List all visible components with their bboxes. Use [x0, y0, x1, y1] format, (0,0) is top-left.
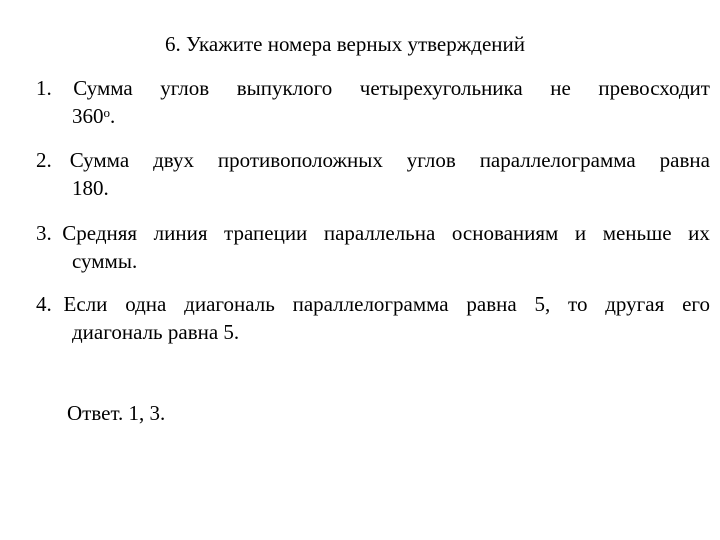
statement-word: другая	[605, 292, 665, 316]
statement-word: одна	[125, 292, 167, 316]
statement-word: меньше	[602, 221, 672, 245]
statement-word: превосходит	[598, 76, 710, 100]
statement-2	[36, 146, 710, 202]
statement-word: двух	[153, 148, 194, 172]
statement-word: углов	[160, 76, 210, 100]
statement-word: параллелограмма	[292, 292, 449, 316]
statement-word: 5,	[534, 292, 551, 316]
statement-1-line2	[36, 102, 710, 130]
statement-word: Средняя	[62, 221, 138, 245]
statement-continuation-tail: .	[110, 104, 116, 128]
statement-word: то	[568, 292, 588, 316]
statement-word: параллельна	[323, 221, 436, 245]
statement-2-line2: 180.	[72, 176, 109, 200]
statement-word: не	[550, 76, 571, 100]
statement-word: их	[688, 221, 710, 245]
degree-sign: o	[103, 105, 110, 120]
statement-word: его	[682, 292, 710, 316]
answer-text: Ответ. 1, 3.	[67, 401, 166, 425]
statement-3	[36, 219, 710, 275]
statement-number: 4.	[36, 292, 52, 316]
statement-number: 2.	[36, 148, 52, 172]
statement-number: 3.	[36, 221, 52, 245]
statement-word: диагональ	[184, 292, 275, 316]
statement-number: 1.	[36, 76, 52, 100]
question-title: 6. Укажите номера верных утверждений	[165, 32, 525, 56]
statement-1	[36, 74, 710, 130]
statement-3-line1	[36, 219, 710, 247]
statement-word: выпуклого	[236, 76, 333, 100]
statement-word: равна	[659, 148, 710, 172]
statement-word: и	[574, 221, 587, 245]
statement-1-line1	[36, 74, 710, 102]
statement-word: основаниям	[451, 221, 559, 245]
statement-3-line2: суммы.	[72, 249, 138, 273]
statement-word: противоположных	[217, 148, 383, 172]
statement-word: четырехугольника	[359, 76, 523, 100]
statement-word: Сумма	[69, 148, 130, 172]
statement-word: равна	[466, 292, 517, 316]
statement-2-line1	[36, 146, 710, 174]
statement-word: параллелограмма	[479, 148, 636, 172]
statement-4	[36, 290, 710, 346]
statement-word: линия	[153, 221, 208, 245]
statement-4-line2: диагональ равна 5.	[72, 320, 240, 344]
statement-word: углов	[406, 148, 456, 172]
statement-word: трапеции	[224, 221, 308, 245]
statement-word: Сумма	[73, 76, 133, 100]
statement-4-line1	[36, 290, 710, 318]
statement-word: Если	[63, 292, 108, 316]
statement-continuation: 360	[72, 104, 104, 128]
